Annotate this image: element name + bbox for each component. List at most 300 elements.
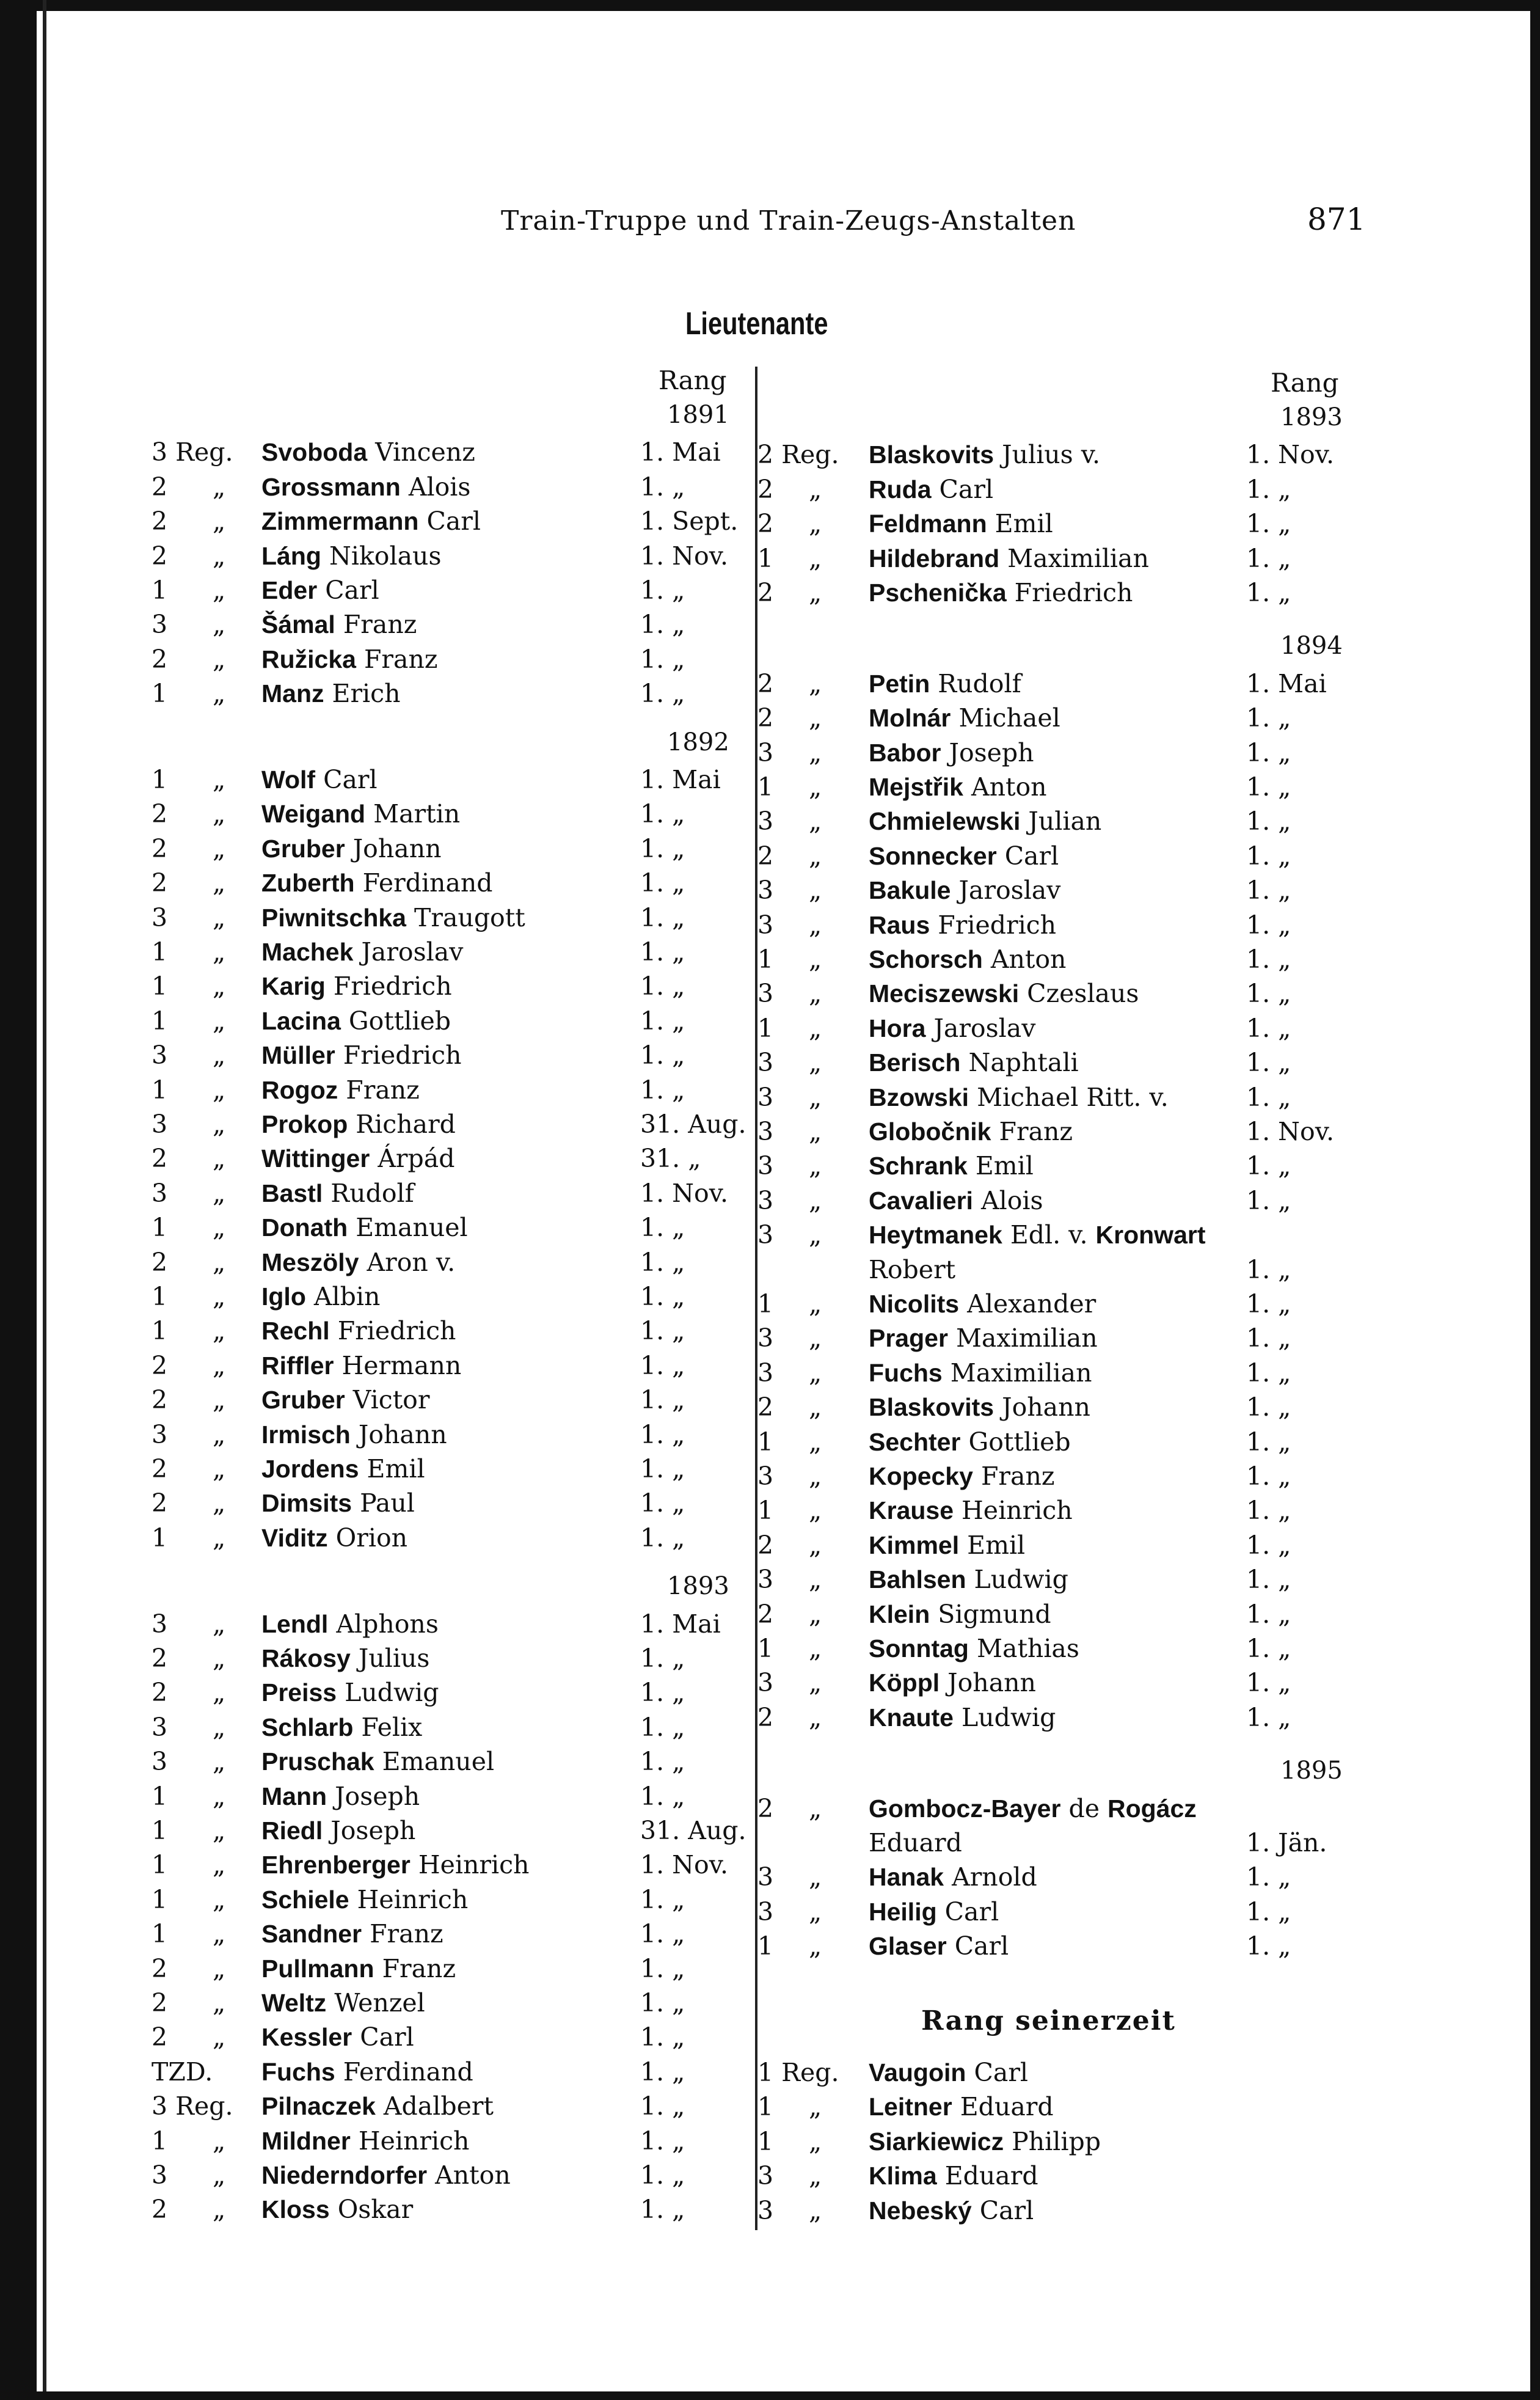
year-heading: 1893: [1280, 403, 1343, 431]
regiment-number: 3 Reg.: [151, 2091, 233, 2121]
surname: Cavalieri: [869, 1186, 973, 1215]
rank-date: 1. „: [640, 2195, 685, 2225]
ditto-mark: „: [213, 2126, 226, 2156]
rank-date: 1. „: [640, 2160, 685, 2190]
ditto-mark: „: [809, 1530, 822, 1560]
officer-name: [261, 1348, 461, 1383]
rank-date: 1. „: [640, 1316, 685, 1346]
roster-row: [757, 873, 1368, 907]
surname: Krause: [869, 1496, 954, 1525]
officer-name: [261, 2055, 473, 2089]
ditto-mark: „: [809, 1392, 822, 1422]
rank-date: 1. „: [1246, 1185, 1291, 1215]
officer-name: [261, 1848, 529, 1882]
officer-name: [869, 2090, 1054, 2124]
roster-row: [757, 1929, 1368, 1963]
ditto-mark: „: [809, 1634, 822, 1663]
surname: Prager: [869, 1324, 948, 1353]
regiment-number: 1: [151, 937, 168, 967]
surname: Knaute: [869, 1703, 954, 1732]
officer-name: [869, 1631, 1079, 1666]
roster-row: [757, 1287, 1368, 1321]
regiment-number: 2: [151, 799, 168, 829]
ditto-mark: „: [809, 1793, 822, 1823]
regiment-number: 3: [151, 902, 168, 932]
given-name: Carl: [317, 576, 379, 605]
officer-name: [261, 1245, 455, 1279]
surname: Pullmann: [261, 1954, 374, 1983]
ditto-mark: „: [213, 937, 226, 967]
surname: Riedl: [261, 1816, 323, 1845]
given-name: Traugott: [406, 902, 525, 932]
regiment-number: 2: [757, 1702, 774, 1732]
rank-date: 1. Sept.: [640, 507, 739, 536]
rank-date: 1. „: [1246, 543, 1291, 573]
surname: Weltz: [261, 1989, 327, 2017]
given-name: Alois: [973, 1185, 1043, 1215]
surname: Piwnitschka: [261, 903, 406, 932]
rank-date: 1. „: [1246, 1358, 1291, 1388]
roster-row: [151, 1107, 750, 1141]
ditto-mark: „: [213, 1419, 226, 1449]
ditto-mark: „: [213, 610, 226, 640]
officer-name: [869, 1860, 1037, 1894]
year-heading: 1894: [1280, 632, 1343, 660]
given-name: Emanuel: [374, 1747, 495, 1777]
surname: Schlarb: [261, 1713, 354, 1741]
officer-name: [869, 1528, 1025, 1562]
officer-name: [261, 539, 442, 573]
surname: Kopecky: [869, 1462, 973, 1490]
ditto-mark: „: [809, 1599, 822, 1629]
ditto-mark: „: [809, 1862, 822, 1892]
roster-row: [757, 1631, 1368, 1666]
given-name: Heinrich: [410, 1850, 530, 1880]
given-name: Martin: [365, 799, 461, 829]
ditto-mark: „: [213, 679, 226, 709]
surname: Prokop: [261, 1110, 348, 1138]
surname: Klima: [869, 2162, 937, 2190]
scan-border-top: [0, 0, 1540, 11]
rank-date: 1. „: [1246, 474, 1291, 504]
officer-name: [869, 576, 1133, 610]
ditto-mark: „: [809, 703, 822, 733]
ditto-mark: „: [809, 1668, 822, 1698]
surname: Kloss: [261, 2195, 330, 2224]
rank-date: 1. „: [1246, 1013, 1291, 1043]
roster-row: [151, 1744, 750, 1779]
rank-date: 1. „: [1246, 772, 1291, 802]
given-name: Alois: [400, 472, 471, 502]
surname: Gombocz-Bayer: [869, 1794, 1061, 1823]
officer-name: [261, 797, 460, 831]
ditto-mark: „: [213, 1781, 226, 1811]
surname: Ehrenberger: [261, 1851, 411, 1879]
given-name: Julian: [1020, 807, 1102, 836]
given-name: Franz: [991, 1117, 1073, 1146]
roster-row: [151, 1314, 750, 1348]
officer-name: [261, 2124, 469, 2158]
roster-row: [757, 1562, 1368, 1597]
given-name: Michael: [951, 703, 1060, 733]
regiment-number: 3: [151, 1110, 168, 1139]
regiment-number: 3: [151, 1041, 168, 1070]
ditto-mark: „: [213, 1144, 226, 1174]
rank-date: 1. „: [1246, 979, 1291, 1009]
roster-row: [151, 1418, 750, 1452]
rank-date: 1. „: [640, 2022, 685, 2052]
given-name: Heinrich: [349, 1884, 469, 1914]
officer-name: [261, 1710, 422, 1744]
ditto-mark: „: [213, 1488, 226, 1518]
regiment-number: 2: [151, 1953, 168, 1983]
ditto-mark: „: [809, 509, 822, 539]
surname: Kimmel: [869, 1531, 960, 1559]
surname: Schrank: [869, 1152, 968, 1180]
scan-border-left: [0, 0, 37, 2400]
regiment-number: 2: [757, 474, 774, 504]
surname: Dimsits: [261, 1489, 352, 1518]
rank-date: 1. „: [640, 1781, 685, 1811]
given-name: Ferdinand: [335, 2057, 473, 2087]
ditto-mark: „: [809, 1702, 822, 1732]
rank-date: 1. „: [640, 1919, 685, 1949]
given-name: Arnold: [944, 1862, 1037, 1892]
ditto-mark: „: [809, 2092, 822, 2122]
rank-date: 1. „: [640, 1454, 685, 1484]
regiment-number: 2: [151, 507, 168, 536]
ditto-mark: „: [213, 644, 226, 674]
officer-name: [261, 435, 475, 469]
given-name: Jaroslav: [353, 937, 464, 967]
roster-row: [151, 1848, 750, 1882]
rank-date: 1. „: [640, 1644, 685, 1673]
rank-date: 31. „: [640, 1144, 701, 1174]
rang-seinerzeit-title: Rang seinerzeit: [921, 2005, 1176, 2036]
roster-row: [151, 2192, 750, 2226]
officer-name: [869, 1895, 999, 1929]
roster-row: [757, 1666, 1368, 1700]
regiment-number: 1: [151, 765, 168, 794]
regiment-number: 1: [151, 1316, 168, 1346]
roster-row: [757, 2055, 1368, 2090]
ditto-mark: „: [213, 507, 226, 536]
officer-name: [261, 642, 437, 676]
regiment-number: 3 Reg.: [151, 437, 233, 467]
rank-date: 1. Nov.: [640, 541, 729, 571]
officer-name: [869, 804, 1101, 838]
roster-row: [757, 1356, 1368, 1390]
roster-row: [757, 770, 1368, 804]
ditto-mark: „: [809, 1496, 822, 1526]
surname: Niederndorfer: [261, 2161, 428, 2189]
roster-row: [757, 1493, 1368, 1527]
roster-row: [757, 976, 1368, 1011]
rank-date: 1. „: [640, 1884, 685, 1914]
rank-date: 1. „: [640, 576, 685, 605]
regiment-number: 3: [757, 1462, 774, 1491]
surname: Donath: [261, 1213, 348, 1242]
rank-date: 1. „: [640, 2091, 685, 2121]
ditto-mark: „: [213, 2160, 226, 2190]
rank-date: 31. Aug.: [640, 1816, 746, 1845]
rank-date: 1. „: [640, 2126, 685, 2156]
roster-row: [151, 1675, 750, 1710]
regiment-number: 1: [757, 1427, 774, 1457]
surname: Jordens: [261, 1455, 359, 1483]
given-name: Carl: [996, 841, 1059, 871]
roster-row: [151, 832, 750, 866]
ditto-mark: „: [213, 799, 226, 829]
roster-row: [151, 504, 750, 538]
ditto-mark: „: [809, 876, 822, 905]
regiment-number: 1: [151, 971, 168, 1001]
surname: Preiss: [261, 1678, 337, 1707]
ditto-mark: „: [809, 668, 822, 698]
roster-row: [151, 539, 750, 573]
ditto-mark: „: [809, 543, 822, 573]
roster-row: [757, 736, 1368, 770]
officer-name: [261, 1917, 443, 1951]
given-name: de: [1060, 1793, 1108, 1823]
officer-name: [869, 1791, 1197, 1826]
regiment-number: 1: [151, 1075, 168, 1105]
officer-name: [869, 2193, 1034, 2228]
rank-date: 1. „: [1246, 807, 1291, 836]
ditto-mark: „: [213, 1247, 226, 1277]
roster-row: [151, 607, 750, 642]
given-name: Maximilian: [947, 1323, 1098, 1353]
rank-date: 1. „: [640, 1712, 685, 1742]
given-name: Naphtali: [960, 1048, 1079, 1078]
officer-name: [869, 2159, 1038, 2193]
surname: Gruber: [261, 1386, 345, 1414]
given-name: Anton: [963, 772, 1047, 802]
officer-name: [261, 2020, 414, 2054]
rank-date: 1. „: [1246, 1668, 1291, 1698]
surname: Bastl: [261, 1179, 323, 1207]
year-heading: 1891: [667, 401, 729, 429]
rank-date: 1. „: [1246, 1530, 1291, 1560]
roster-row: [151, 2089, 750, 2123]
surname: Sonnecker: [869, 841, 997, 870]
ditto-mark: „: [213, 1712, 226, 1742]
officer-name: [261, 1383, 429, 1417]
rank-date: 1. „: [1246, 841, 1291, 871]
given-name: Oskar: [329, 2195, 414, 2225]
regiment-number: 2 Reg.: [757, 440, 839, 470]
rank-date: 1. „: [1246, 1862, 1291, 1892]
officer-name: [261, 901, 525, 935]
year-heading: 1893: [667, 1572, 729, 1601]
ditto-mark: „: [213, 1850, 226, 1880]
roster-row: [151, 1813, 750, 1848]
surname: Nebeský: [869, 2196, 972, 2225]
rank-date: 1. Jän.: [1246, 1827, 1327, 1857]
officer-name: [869, 873, 1060, 907]
regiment-number: 3: [151, 610, 168, 640]
regiment-number: 2: [757, 1392, 774, 1422]
regiment-number: 1: [151, 1282, 168, 1311]
regiment-number: 2: [151, 1350, 168, 1380]
rank-date: 1. „: [1246, 578, 1291, 607]
given-name: Eduard: [936, 2161, 1038, 2191]
surname: Feldmann: [869, 510, 987, 538]
officer-name: [869, 1459, 1054, 1493]
roster-row: [151, 2158, 750, 2192]
surname: Heytmanek: [869, 1221, 1002, 1249]
surname: Blaskovits: [869, 441, 994, 469]
officer-name: [869, 472, 993, 507]
ditto-mark: „: [809, 945, 822, 974]
officer-name: [869, 736, 1034, 770]
regiment-number: 3: [757, 1668, 774, 1698]
rank-date: 1. „: [640, 1006, 685, 1036]
surname: Chmielewski: [869, 807, 1021, 836]
regiment-number: 2: [757, 578, 774, 607]
given-name: Gottlieb: [340, 1006, 451, 1036]
ditto-mark: „: [213, 765, 226, 794]
officer-name: [261, 1521, 407, 1555]
rank-date: 1. „: [640, 1419, 685, 1449]
given-name: Carl: [418, 507, 481, 536]
officer-name: [869, 701, 1060, 735]
officer-name: [261, 1607, 439, 1641]
given-name: Friedrich: [329, 1316, 456, 1346]
given-name: Vincenz: [367, 437, 475, 467]
roster-row: [151, 1176, 750, 1210]
officer-name: [261, 1486, 415, 1520]
roster-row: [151, 866, 750, 900]
ditto-mark: „: [809, 807, 822, 836]
roster-row: [757, 701, 1368, 735]
officer-name: [869, 1218, 1206, 1252]
officer-name: [869, 1929, 1009, 1963]
officer-name: [261, 1986, 425, 2020]
ditto-mark: „: [809, 841, 822, 871]
rank-date: 1. „: [1246, 1254, 1291, 1284]
officer-name: [869, 942, 1066, 976]
rank-date: 1. „: [640, 868, 685, 898]
rank-date: 1. „: [1246, 509, 1291, 539]
ditto-mark: „: [213, 1644, 226, 1673]
officer-name: [261, 1675, 439, 1710]
roster-row: [757, 437, 1368, 472]
ditto-mark: „: [809, 1427, 822, 1457]
regiment-number: 1: [151, 2126, 168, 2156]
officer-name: [261, 470, 470, 504]
given-name: Sigmund: [930, 1599, 1051, 1629]
ditto-mark: „: [809, 1185, 822, 1215]
ditto-mark: „: [213, 971, 226, 1001]
roster-row: [151, 676, 750, 711]
regiment-number: 2: [757, 841, 774, 871]
ditto-mark: „: [213, 1110, 226, 1139]
ditto-mark: „: [213, 1609, 226, 1639]
rank-date: 1. Mai: [640, 1609, 721, 1639]
regiment-number: 2: [151, 1385, 168, 1415]
regiment-number: 3: [151, 2160, 168, 2190]
ditto-mark: „: [213, 1988, 226, 2018]
given-name: Joseph: [327, 1781, 420, 1811]
year-heading: 1892: [667, 728, 729, 756]
officer-name: [869, 541, 1149, 576]
officer-name: [869, 1011, 1035, 1045]
officer-name: [261, 1314, 456, 1348]
rank-date: 1. „: [1246, 1462, 1291, 1491]
roster-row: [151, 1073, 750, 1107]
regiment-number: 1: [757, 772, 774, 802]
officer-name: [261, 935, 463, 969]
ditto-mark: „: [809, 1048, 822, 1078]
roster-row: [151, 1710, 750, 1744]
rank-date: 1. Nov.: [640, 1178, 729, 1208]
roster-row: [151, 1641, 750, 1675]
regiment-number: 3: [151, 1747, 168, 1777]
regiment-number: 3: [757, 807, 774, 836]
given-name: Ludwig: [953, 1702, 1056, 1732]
given-name: Emil: [959, 1530, 1026, 1560]
surname: Fuchs: [261, 2057, 335, 2086]
surname: Pschenička: [869, 579, 1007, 607]
surname: Mejstřik: [869, 773, 963, 801]
officer-name: [869, 908, 1056, 942]
officer-name: [261, 504, 481, 538]
surname: Meszöly: [261, 1248, 359, 1276]
regiment-number: 3: [757, 1048, 774, 1078]
roster-row: [151, 1779, 750, 1813]
given-name: Heinrich: [350, 2126, 470, 2156]
officer-name: [869, 1666, 1036, 1700]
given-name: Franz: [973, 1462, 1055, 1491]
given-name: Joseph: [323, 1816, 416, 1845]
scan-gutter-line: [43, 0, 46, 2400]
roster-row: [151, 1917, 750, 1951]
roster-row: [757, 576, 1368, 610]
regiment-number: 3: [757, 1220, 774, 1250]
ditto-mark: „: [213, 1523, 226, 1553]
given-name: Emil: [967, 1151, 1034, 1181]
ditto-mark: „: [213, 1919, 226, 1949]
surname: Viditz: [261, 1523, 328, 1552]
surname: Grossmann: [261, 472, 401, 501]
rank-date: 1. „: [1246, 737, 1291, 767]
rank-date: 1. „: [640, 610, 685, 640]
officer-name: [261, 1882, 468, 1917]
given-name: Felix: [353, 1712, 423, 1742]
rank-date: 1. „: [640, 1988, 685, 2018]
surname: Lacina: [261, 1006, 341, 1035]
given-name: Anton: [982, 945, 1067, 974]
given-name: Eduard: [952, 2092, 1054, 2122]
roster-row: [757, 2124, 1368, 2159]
given-name: Emil: [987, 509, 1053, 539]
rank-date: 1. „: [1246, 1323, 1291, 1353]
given-name: Carl: [931, 474, 994, 504]
surname: Fuchs: [869, 1358, 943, 1387]
officer-name: [869, 507, 1053, 541]
officer-name: [869, 976, 1139, 1011]
given-name: Alexander: [959, 1289, 1097, 1319]
ditto-mark: „: [809, 772, 822, 802]
name-continuation: Eduard: [869, 1827, 962, 1857]
surname: Babor: [869, 738, 941, 767]
given-name: Edl. v.: [1002, 1220, 1096, 1250]
roster-row: [757, 1860, 1368, 1894]
regiment-number: 3: [757, 1565, 774, 1595]
surname: Eder: [261, 576, 318, 604]
regiment-number: 3: [757, 1323, 774, 1353]
